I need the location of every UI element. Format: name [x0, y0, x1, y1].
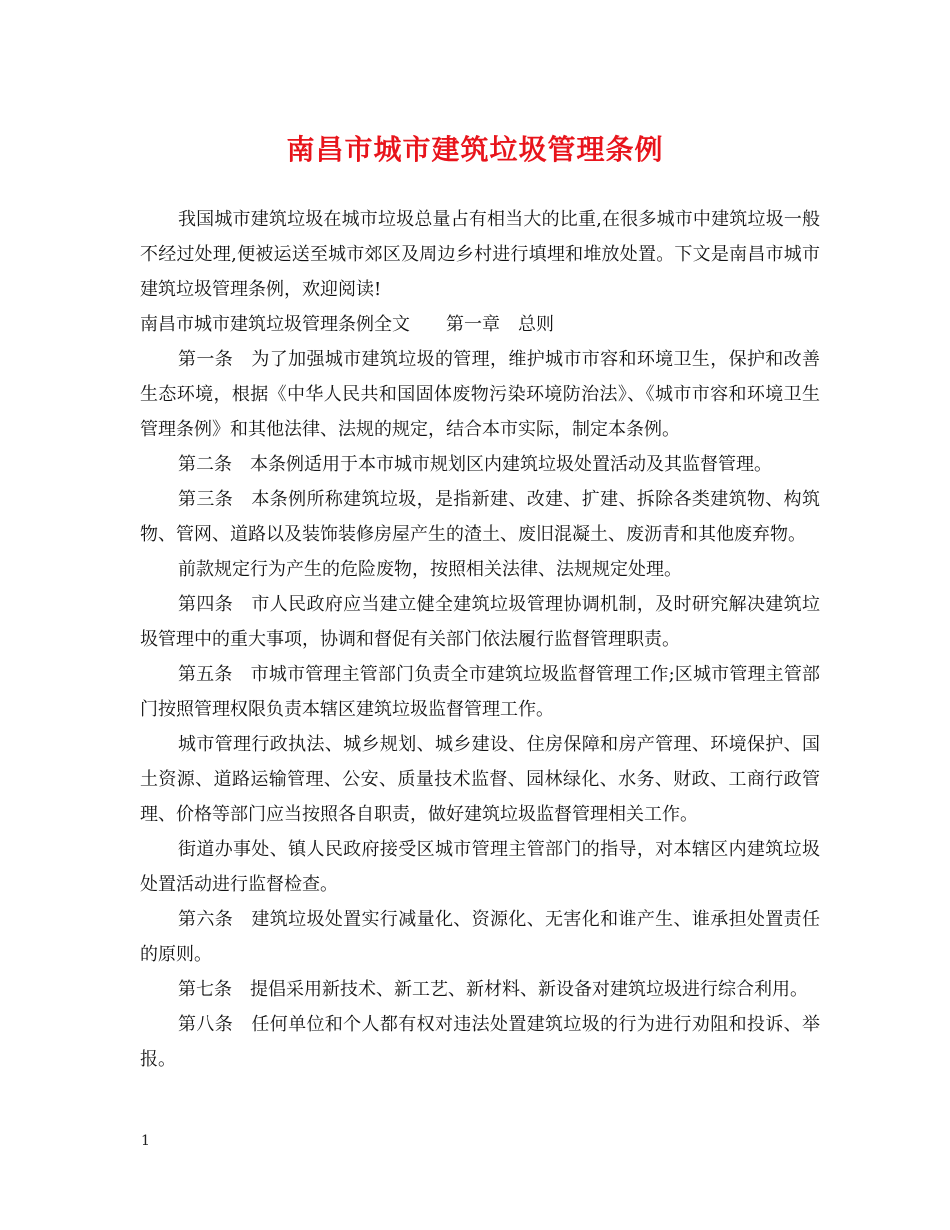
intro-paragraph: 我国城市建筑垃圾在城市垃圾总量占有相当大的比重,在很多城市中建筑垃圾一般不经过处理,便被运送至城市郊区及周边乡村进行填埋和堆放处置。下文是南昌市城市建筑垃圾管理条例，欢迎阅读!	[140, 209, 820, 300]
article-8-paragraph: 第八条 任何单位和个人都有权对违法处置建筑垃圾的行为进行劝阻和投诉、举报。	[140, 1014, 820, 1070]
article-3-clause-paragraph: 前款规定行为产生的危险废物，按照相关法律、法规规定处理。	[178, 559, 682, 580]
article-2-paragraph: 第二条 本条例适用于本市城市规划区内建筑垃圾处置活动及其监督管理。	[178, 454, 772, 475]
chapter-heading: 南昌市城市建筑垃圾管理条例全文 第一章 总则	[140, 314, 554, 335]
article-3-paragraph: 第三条 本条例所称建筑垃圾，是指新建、改建、扩建、拆除各类建筑物、构筑物、管网、道路以及装饰装修房屋产生的渣土、废旧混凝土、废沥青和其他废弃物。	[140, 489, 820, 545]
document-title: 南昌市城市建筑垃圾管理条例	[286, 133, 664, 166]
article-5-paragraph: 第五条 市城市管理主管部门负责全市建筑垃圾监督管理工作;区城市管理主管部门按照管理权限负责本辖区建筑垃圾监督管理工作。	[140, 664, 820, 720]
page-number: 1	[141, 1133, 150, 1149]
article-5-clause-3-paragraph: 街道办事处、镇人民政府接受区城市管理主管部门的指导，对本辖区内建筑垃圾处置活动进行监督检查。	[140, 839, 820, 895]
article-4-paragraph: 第四条 市人民政府应当建立健全建筑垃圾管理协调机制，及时研究解决建筑垃圾管理中的重大事项，协调和督促有关部门依法履行监督管理职责。	[140, 594, 820, 650]
article-5-clause-2-paragraph: 城市管理行政执法、城乡规划、城乡建设、住房保障和房产管理、环境保护、国土资源、道路运输管理、公安、质量技术监督、园林绿化、水务、财政、工商行政管理、价格等部门应当按照各自职责，做好建筑垃圾监督管理相关工作。	[140, 734, 820, 825]
article-6-paragraph: 第六条 建筑垃圾处置实行减量化、资源化、无害化和谁产生、谁承担处置责任的原则。	[140, 909, 820, 965]
article-7-paragraph: 第七条 提倡采用新技术、新工艺、新材料、新设备对建筑垃圾进行综合利用。	[178, 979, 808, 1000]
article-1-paragraph: 第一条 为了加强城市建筑垃圾的管理，维护城市市容和环境卫生，保护和改善生态环境，根据《中华人民共和国固体废物污染环境防治法》、《城市市容和环境卫生管理条例》和其他法律、法规的规定，结合本市实际，制定本条例。	[140, 349, 820, 440]
document-body	[140, 202, 820, 1077]
